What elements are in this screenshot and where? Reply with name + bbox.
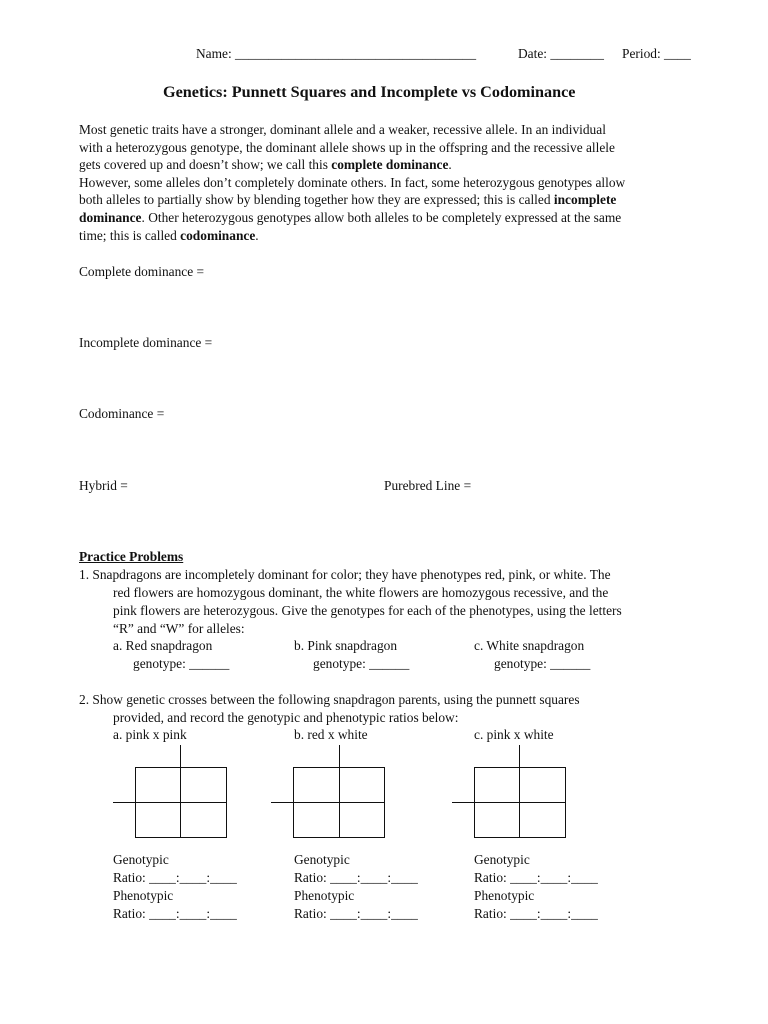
intro-line: Most genetic traits have a stronger, dominant allele and a weaker, recessive allele. In an individual (79, 122, 606, 137)
definition-complete-dominance[interactable]: Complete dominance = (79, 264, 205, 279)
name-field-label[interactable]: Name: ____________________________________ (196, 46, 477, 61)
genotypic-label: Genotypic (113, 852, 169, 867)
q2a-label: a. pink x pink (113, 727, 187, 742)
punnett-square-a[interactable] (113, 745, 228, 839)
punnett-square-b[interactable] (271, 745, 386, 839)
punnett-grid[interactable] (293, 767, 385, 838)
term-complete-dominance: complete dominance (331, 157, 449, 173)
phenotypic-label: Phenotypic (113, 888, 174, 903)
q1b-label: b. Pink snapdragon (294, 638, 398, 653)
phenotypic-ratio-blank[interactable]: Ratio: ____:____:____ (474, 906, 598, 921)
q1-text: “R” and “W” for alleles: (113, 621, 245, 636)
phenotypic-label: Phenotypic (294, 888, 355, 903)
q2-text: 2. Show genetic crosses between the following snapdragon parents, using the punnett squares (79, 692, 580, 707)
definition-hybrid[interactable]: Hybrid = (79, 478, 128, 493)
practice-problems-heading: Practice Problems (79, 549, 184, 564)
genotypic-ratio-blank[interactable]: Ratio: ____:____:____ (474, 870, 598, 885)
q1-text: pink flowers are heterozygous. Give the genotypes for each of the phenotypes, using the letters (113, 603, 622, 618)
genotypic-ratio-blank[interactable]: Ratio: ____:____:____ (294, 870, 418, 885)
intro-line: However, some alleles don’t completely dominate others. In fact, some heterozygous genotypes allow (79, 174, 626, 190)
phenotypic-label: Phenotypic (474, 888, 535, 903)
q1-text: 1. Snapdragons are incompletely dominant for color; they have phenotypes red, pink, or white. The (79, 567, 611, 582)
q1c-label: c. White snapdragon (474, 638, 585, 653)
intro-line: time; this is called codominance. (79, 227, 259, 243)
intro-paragraph (79, 121, 699, 244)
genotypic-label: Genotypic (294, 852, 350, 867)
q1b-genotype-blank[interactable]: genotype: ______ (313, 656, 410, 671)
intro-line: dominance. Other heterozygous genotypes allow both alleles to be completely expressed at the same (79, 209, 622, 225)
punnett-grid[interactable] (474, 767, 566, 838)
definition-incomplete-dominance[interactable]: Incomplete dominance = (79, 335, 213, 350)
q2c-label: c. pink x white (474, 727, 554, 742)
date-field-label[interactable]: Date: ________ (518, 46, 604, 61)
definition-purebred-line[interactable]: Purebred Line = (384, 478, 472, 493)
q2-text: provided, and record the genotypic and phenotypic ratios below: (113, 710, 459, 725)
term-codominance: codominance (180, 227, 256, 243)
period-field-label[interactable]: Period: ____ (622, 46, 691, 61)
intro-line: gets covered up and doesn’t show; we call this complete dominance. (79, 157, 452, 173)
page-title: Genetics: Punnett Squares and Incomplete vs Codominance (163, 83, 576, 101)
genotypic-label: Genotypic (474, 852, 530, 867)
q1a-label: a. Red snapdragon (113, 638, 213, 653)
phenotypic-ratio-blank[interactable]: Ratio: ____:____:____ (113, 906, 237, 921)
genotypic-ratio-blank[interactable]: Ratio: ____:____:____ (113, 870, 237, 885)
punnett-grid[interactable] (135, 767, 227, 838)
phenotypic-ratio-blank[interactable]: Ratio: ____:____:____ (294, 906, 418, 921)
term-incomplete: incomplete (553, 192, 617, 208)
q1a-genotype-blank[interactable]: genotype: ______ (133, 656, 230, 671)
punnett-square-c[interactable] (452, 745, 567, 839)
intro-line: both alleles to partially show by blending together how they are expressed; this is called incomplete (79, 192, 617, 208)
q2b-label: b. red x white (294, 727, 368, 742)
q1-text: red flowers are homozygous dominant, the white flowers are homozygous recessive, and the (113, 585, 609, 600)
term-dominance: dominance (79, 209, 142, 225)
q1c-genotype-blank[interactable]: genotype: ______ (494, 656, 591, 671)
definition-codominance[interactable]: Codominance = (79, 406, 165, 421)
intro-line: with a heterozygous genotype, the dominant allele shows up in the offspring and the recessive allele (79, 139, 615, 155)
